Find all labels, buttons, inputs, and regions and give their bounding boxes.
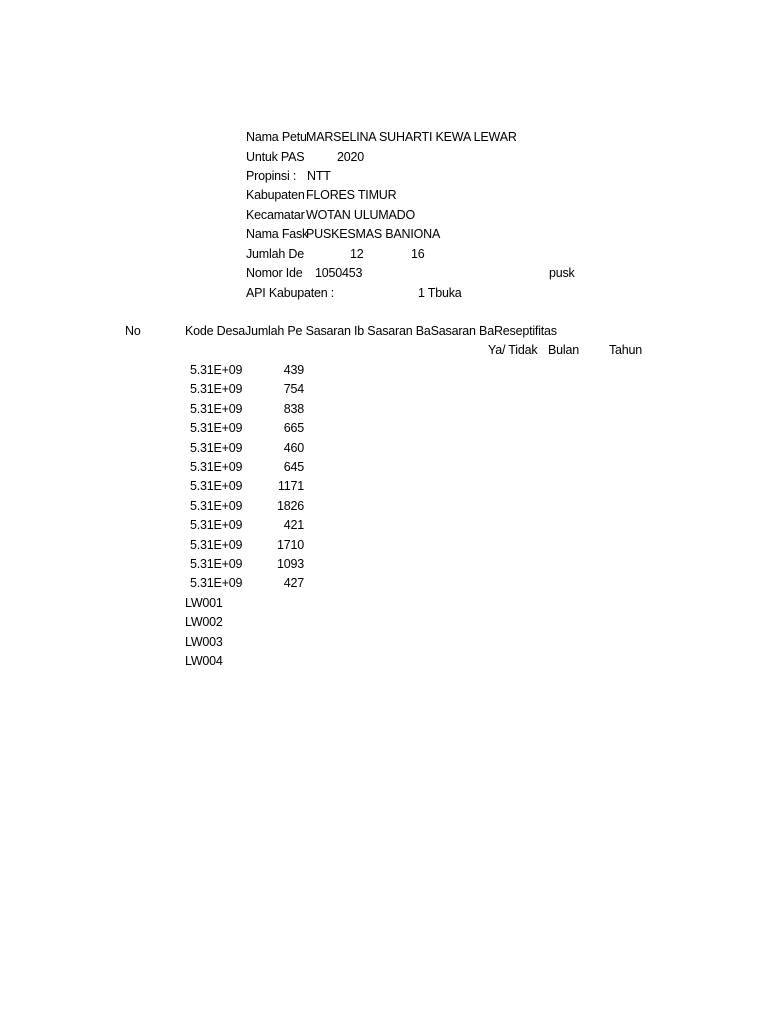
untuk-value: 2020 bbox=[337, 150, 365, 164]
nomor-ide-label: Nomor Ide bbox=[246, 266, 303, 280]
table-row-kode: 5.31E+09 bbox=[190, 479, 243, 493]
kecamatan-label: Kecamatar bbox=[246, 208, 305, 222]
table-row-jumlah: 754 bbox=[283, 382, 304, 396]
jumlah-desa-value: 12 bbox=[350, 247, 364, 261]
nama-petugas-label: Nama Petu bbox=[246, 130, 307, 144]
table-row-kode: 5.31E+09 bbox=[190, 576, 243, 590]
table-row-kode: LW002 bbox=[185, 615, 223, 629]
table-row-kode: LW004 bbox=[185, 654, 223, 668]
kecamatan-value: WOTAN ULUMADO bbox=[306, 208, 415, 222]
table-row-kode: 5.31E+09 bbox=[190, 499, 243, 513]
table-row-jumlah: 665 bbox=[283, 421, 304, 435]
table-row-kode: LW003 bbox=[185, 635, 223, 649]
table-row-jumlah: 421 bbox=[283, 518, 304, 532]
nomor-ide-extra: pusk bbox=[549, 266, 575, 280]
subheader-tahun: Tahun bbox=[609, 343, 643, 357]
untuk-label: Untuk PAS bbox=[246, 150, 305, 164]
table-row-kode: 5.31E+09 bbox=[190, 518, 243, 532]
table-row-jumlah: 1171 bbox=[277, 479, 304, 493]
propinsi-label: Propinsi : bbox=[246, 169, 297, 183]
table-row-jumlah: 460 bbox=[283, 441, 304, 455]
jumlah-desa-label: Jumlah De bbox=[246, 247, 304, 261]
faskes-label: Nama Fask bbox=[246, 227, 309, 241]
table-row-jumlah: 645 bbox=[283, 460, 304, 474]
table-row-kode: LW001 bbox=[185, 596, 223, 610]
column-header-line: Kode DesaJumlah Pe Sasaran Ib Sasaran BaSasaran BaReseptifitas bbox=[185, 324, 557, 338]
table-row-kode: 5.31E+09 bbox=[190, 402, 243, 416]
table-row-kode: 5.31E+09 bbox=[190, 382, 243, 396]
api-kabupaten-value: 1 Tbuka bbox=[418, 286, 462, 300]
table-row-kode: 5.31E+09 bbox=[190, 460, 243, 474]
api-kabupaten-label: API Kabupaten : bbox=[246, 286, 335, 300]
table-row-jumlah: 1710 bbox=[276, 538, 304, 552]
subheader-ya-tidak: Ya/ Tidak bbox=[488, 343, 538, 357]
table-row-kode: 5.31E+09 bbox=[190, 557, 243, 571]
table-row-kode: 5.31E+09 bbox=[190, 441, 243, 455]
nomor-ide-value: 1050453 bbox=[315, 266, 363, 280]
propinsi-value: NTT bbox=[307, 169, 331, 183]
faskes-value: PUSKESMAS BANIONA bbox=[306, 227, 441, 241]
table-row-jumlah: 1826 bbox=[276, 499, 304, 513]
table-row-kode: 5.31E+09 bbox=[190, 363, 243, 377]
table-row-jumlah: 439 bbox=[283, 363, 304, 377]
table-row-kode: 5.31E+09 bbox=[190, 421, 243, 435]
subheader-bulan: Bulan bbox=[548, 343, 579, 357]
column-header-no: No bbox=[125, 324, 141, 338]
jumlah-desa-value-2: 16 bbox=[411, 247, 425, 261]
table-row-kode: 5.31E+09 bbox=[190, 538, 243, 552]
kabupaten-value: FLORES TIMUR bbox=[306, 188, 397, 202]
kabupaten-label: Kabupaten bbox=[246, 188, 305, 202]
table-row-jumlah: 1093 bbox=[276, 557, 304, 571]
table-row-jumlah: 427 bbox=[283, 576, 304, 590]
nama-petugas-value: MARSELINA SUHARTI KEWA LEWAR bbox=[306, 130, 517, 144]
table-row-jumlah: 838 bbox=[283, 402, 304, 416]
